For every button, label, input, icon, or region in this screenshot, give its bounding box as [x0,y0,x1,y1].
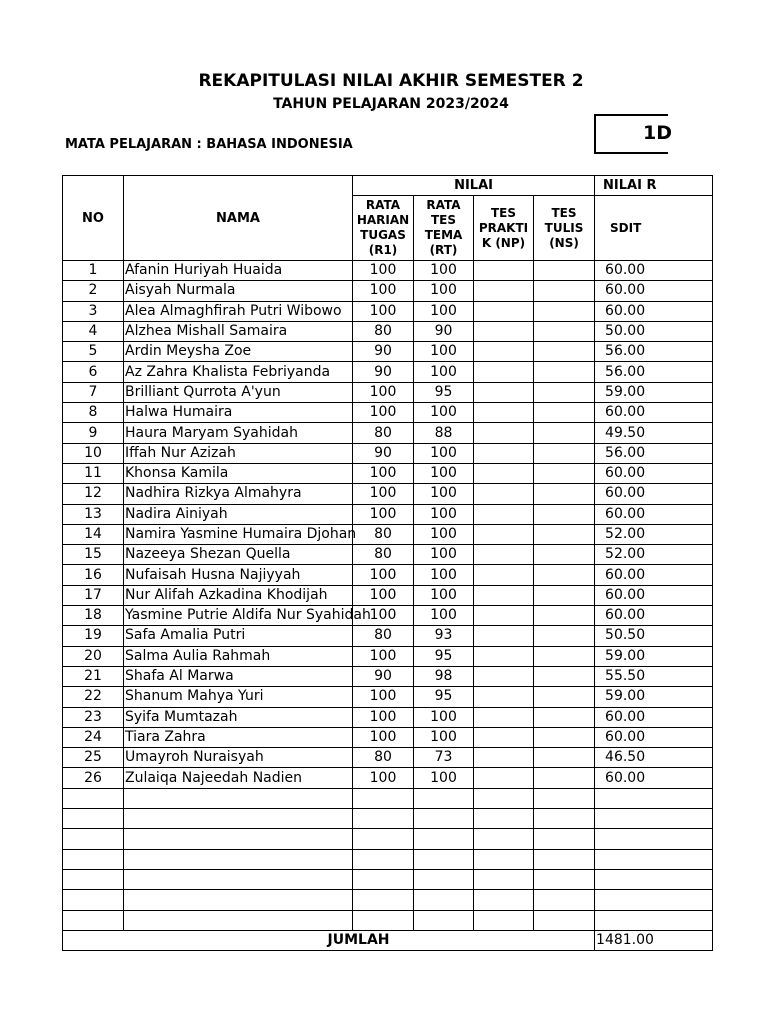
row-ns [534,788,595,808]
row-r1 [353,788,414,808]
table-row [63,748,713,768]
row-np [474,301,534,321]
row-np [474,687,534,707]
row-ns [534,504,595,524]
row-r1: 80 [353,524,414,544]
row-np [474,545,534,565]
row-np [474,463,534,483]
total-sdit: 1481.00 [595,930,713,950]
row-np [474,809,534,829]
row-np [474,443,534,463]
table-row [63,849,713,869]
row-np [474,504,534,524]
row-rt [414,829,474,849]
header-nama: NAMA [124,176,353,261]
row-r1: 90 [353,362,414,382]
row-ns [534,301,595,321]
row-ns [534,484,595,504]
row-no: 23 [63,707,124,727]
row-ns [534,748,595,768]
row-rt: 100 [414,463,474,483]
row-np [474,261,534,281]
row-ns [534,281,595,301]
table-row [63,869,713,889]
row-ns [534,687,595,707]
row-name: Yasmine Putrie Aldifa Nur Syahidah [124,606,353,626]
row-no: 19 [63,626,124,646]
row-name: Ardin Meysha Zoe [124,342,353,362]
row-np [474,829,534,849]
row-sdit: 50.00 [595,321,713,341]
row-ns [534,768,595,788]
row-ns [534,869,595,889]
row-r1 [353,809,414,829]
row-r1: 100 [353,301,414,321]
class-label: 1D [643,122,672,144]
row-r1: 90 [353,342,414,362]
table-row [63,382,713,402]
row-no: 2 [63,281,124,301]
row-ns [534,565,595,585]
row-rt: 100 [414,281,474,301]
row-ns [534,463,595,483]
row-np [474,565,534,585]
table-row [63,809,713,829]
header-nilai-r-group: NILAI R [595,176,713,196]
row-r1: 80 [353,545,414,565]
row-ns [534,342,595,362]
row-sdit: 60.00 [595,585,713,605]
row-name: Tiara Zahra [124,727,353,747]
row-sdit: 59.00 [595,687,713,707]
row-name: Nazeeya Shezan Quella [124,545,353,565]
row-sdit: 56.00 [595,362,713,382]
row-np [474,382,534,402]
row-ns [534,666,595,686]
row-name: Nadira Ainiyah [124,504,353,524]
row-ns [534,382,595,402]
row-rt: 100 [414,362,474,382]
table-row [63,463,713,483]
row-np [474,362,534,382]
row-no: 8 [63,403,124,423]
row-sdit: 60.00 [595,301,713,321]
row-rt: 100 [414,768,474,788]
row-rt [414,910,474,930]
row-sdit: 60.00 [595,484,713,504]
row-rt: 100 [414,585,474,605]
row-sdit [595,910,713,930]
row-no [63,788,124,808]
row-r1 [353,890,414,910]
row-np [474,666,534,686]
row-ns [534,809,595,829]
row-ns [534,321,595,341]
row-np [474,849,534,869]
row-no: 7 [63,382,124,402]
row-rt: 100 [414,606,474,626]
row-rt: 95 [414,687,474,707]
row-np [474,646,534,666]
row-name: Nur Alifah Azkadina Khodijah [124,585,353,605]
row-sdit: 46.50 [595,748,713,768]
row-sdit: 59.00 [595,382,713,402]
row-name: Afanin Huriyah Huaida [124,261,353,281]
row-np [474,768,534,788]
row-r1 [353,869,414,889]
row-sdit: 60.00 [595,727,713,747]
row-no: 20 [63,646,124,666]
table-row [63,768,713,788]
row-sdit: 60.00 [595,504,713,524]
row-r1 [353,910,414,930]
row-np [474,321,534,341]
row-no [63,890,124,910]
row-ns [534,626,595,646]
row-rt: 100 [414,484,474,504]
row-no: 15 [63,545,124,565]
row-np [474,626,534,646]
row-r1: 100 [353,707,414,727]
row-no: 16 [63,565,124,585]
table-row [63,727,713,747]
row-sdit: 56.00 [595,342,713,362]
row-r1: 80 [353,748,414,768]
row-np [474,910,534,930]
row-np [474,342,534,362]
row-r1: 100 [353,403,414,423]
row-np [474,524,534,544]
row-rt [414,809,474,829]
row-rt: 100 [414,524,474,544]
row-r1: 90 [353,666,414,686]
row-np [474,869,534,889]
row-sdit: 60.00 [595,261,713,281]
row-ns [534,707,595,727]
row-name [124,788,353,808]
row-rt: 100 [414,443,474,463]
row-r1: 100 [353,261,414,281]
row-r1: 100 [353,687,414,707]
row-ns [534,727,595,747]
row-name: Az Zahra Khalista Febriyanda [124,362,353,382]
row-name: Alzhea Mishall Samaira [124,321,353,341]
row-rt: 95 [414,382,474,402]
row-no [63,849,124,869]
row-rt: 100 [414,504,474,524]
row-no [63,869,124,889]
table-row [63,342,713,362]
grade-table [62,175,713,951]
row-rt: 100 [414,727,474,747]
row-name: Namira Yasmine Humaira Djohan [124,524,353,544]
row-rt: 95 [414,646,474,666]
header-nilai-group: NILAI [353,176,595,196]
class-box [594,114,672,154]
table-row [63,484,713,504]
row-rt [414,849,474,869]
row-sdit [595,788,713,808]
row-sdit: 60.00 [595,768,713,788]
row-np [474,788,534,808]
row-name: Halwa Humaira [124,403,353,423]
row-rt: 93 [414,626,474,646]
row-name: Shafa Al Marwa [124,666,353,686]
row-rt: 100 [414,565,474,585]
row-sdit [595,809,713,829]
row-rt: 100 [414,545,474,565]
row-name: Safa Amalia Putri [124,626,353,646]
row-no: 22 [63,687,124,707]
row-np [474,748,534,768]
row-ns [534,606,595,626]
row-no [63,910,124,930]
row-no: 25 [63,748,124,768]
row-ns [534,362,595,382]
row-no: 18 [63,606,124,626]
row-ns [534,545,595,565]
row-np [474,423,534,443]
row-name [124,869,353,889]
row-sdit [595,890,713,910]
header-no: NO [63,176,124,261]
row-name: Alea Almaghfirah Putri Wibowo [124,301,353,321]
table-row [63,281,713,301]
table-row [63,362,713,382]
row-name: Salma Aulia Rahmah [124,646,353,666]
row-ns [534,261,595,281]
row-no: 1 [63,261,124,281]
table-row [63,423,713,443]
row-name [124,849,353,869]
row-r1: 100 [353,504,414,524]
table-row [63,626,713,646]
row-no: 26 [63,768,124,788]
row-sdit [595,869,713,889]
row-ns [534,403,595,423]
row-name: Nadhira Rizkya Almahyra [124,484,353,504]
row-name: Iffah Nur Azizah [124,443,353,463]
row-r1: 100 [353,768,414,788]
table-row [63,565,713,585]
row-rt: 98 [414,666,474,686]
table-row [63,321,713,341]
table-row [63,829,713,849]
row-no: 3 [63,301,124,321]
row-np [474,585,534,605]
row-name [124,890,353,910]
row-no: 13 [63,504,124,524]
row-ns [534,524,595,544]
row-r1: 100 [353,463,414,483]
row-name: Umayroh Nuraisyah [124,748,353,768]
row-r1: 100 [353,565,414,585]
row-sdit: 56.00 [595,443,713,463]
grade-sheet [62,175,660,975]
row-no: 9 [63,423,124,443]
table-row [63,261,713,281]
row-no: 14 [63,524,124,544]
row-name [124,809,353,829]
row-name: Nufaisah Husna Najiyyah [124,565,353,585]
row-ns [534,443,595,463]
row-r1: 100 [353,646,414,666]
row-ns [534,849,595,869]
table-row [63,504,713,524]
row-r1: 80 [353,321,414,341]
row-ns [534,829,595,849]
row-rt: 90 [414,321,474,341]
header-sdit: SDIT [595,196,713,261]
header-r1: RATA HARIAN TUGAS (R1) [353,196,414,261]
table-row [63,524,713,544]
row-sdit: 55.50 [595,666,713,686]
row-np [474,606,534,626]
row-sdit: 60.00 [595,403,713,423]
row-sdit: 60.00 [595,281,713,301]
header-rt: RATA TES TEMA (RT) [414,196,474,261]
row-rt: 88 [414,423,474,443]
row-sdit [595,849,713,869]
table-row [63,910,713,930]
row-r1: 80 [353,626,414,646]
row-r1: 100 [353,727,414,747]
row-rt: 73 [414,748,474,768]
row-name: Brilliant Qurrota A'yun [124,382,353,402]
row-name: Zulaiqa Najeedah Nadien [124,768,353,788]
row-r1: 100 [353,606,414,626]
table-row [63,403,713,423]
row-r1: 100 [353,382,414,402]
row-sdit [595,829,713,849]
row-ns [534,890,595,910]
row-sdit: 52.00 [595,524,713,544]
row-r1 [353,849,414,869]
row-no: 24 [63,727,124,747]
row-rt: 100 [414,301,474,321]
row-r1: 100 [353,585,414,605]
row-np [474,727,534,747]
report-subtitle: TAHUN PELAJARAN 2023/2024 [273,96,509,112]
row-no: 11 [63,463,124,483]
table-row [63,606,713,626]
row-no: 12 [63,484,124,504]
table-row [63,443,713,463]
row-sdit: 60.00 [595,463,713,483]
table-row [63,545,713,565]
row-rt [414,788,474,808]
table-row [63,301,713,321]
row-r1: 90 [353,443,414,463]
row-np [474,403,534,423]
row-sdit: 60.00 [595,707,713,727]
row-sdit: 50.50 [595,626,713,646]
table-row [63,666,713,686]
row-rt: 100 [414,261,474,281]
row-rt: 100 [414,707,474,727]
row-sdit: 52.00 [595,545,713,565]
row-sdit: 60.00 [595,565,713,585]
table-row [63,707,713,727]
row-name: Shanum Mahya Yuri [124,687,353,707]
row-sdit: 59.00 [595,646,713,666]
row-np [474,707,534,727]
row-no: 5 [63,342,124,362]
row-name [124,910,353,930]
row-name [124,829,353,849]
row-sdit: 49.50 [595,423,713,443]
row-name: Khonsa Kamila [124,463,353,483]
table-row [63,890,713,910]
row-r1: 80 [353,423,414,443]
row-r1 [353,829,414,849]
row-ns [534,910,595,930]
row-no [63,809,124,829]
row-name: Haura Maryam Syahidah [124,423,353,443]
row-no: 10 [63,443,124,463]
row-name: Aisyah Nurmala [124,281,353,301]
row-rt: 100 [414,403,474,423]
row-np [474,484,534,504]
row-rt [414,890,474,910]
row-rt [414,869,474,889]
row-no: 17 [63,585,124,605]
row-np [474,890,534,910]
row-no [63,829,124,849]
row-name: Syifa Mumtazah [124,707,353,727]
subject-label: MATA PELAJARAN : BAHASA INDONESIA [65,137,353,152]
table-row [63,687,713,707]
report-title: REKAPITULASI NILAI AKHIR SEMESTER 2 [198,71,584,91]
row-no: 21 [63,666,124,686]
row-ns [534,423,595,443]
row-r1: 100 [353,281,414,301]
row-ns [534,585,595,605]
row-no: 6 [63,362,124,382]
header-ns: TES TULIS (NS) [534,196,595,261]
header-np: TES PRAKTI K (NP) [474,196,534,261]
row-sdit: 60.00 [595,606,713,626]
table-row [63,788,713,808]
table-row [63,646,713,666]
row-no: 4 [63,321,124,341]
total-row [63,930,713,950]
row-np [474,281,534,301]
row-r1: 100 [353,484,414,504]
total-label: JUMLAH [63,930,595,950]
table-row [63,585,713,605]
row-rt: 100 [414,342,474,362]
row-ns [534,646,595,666]
